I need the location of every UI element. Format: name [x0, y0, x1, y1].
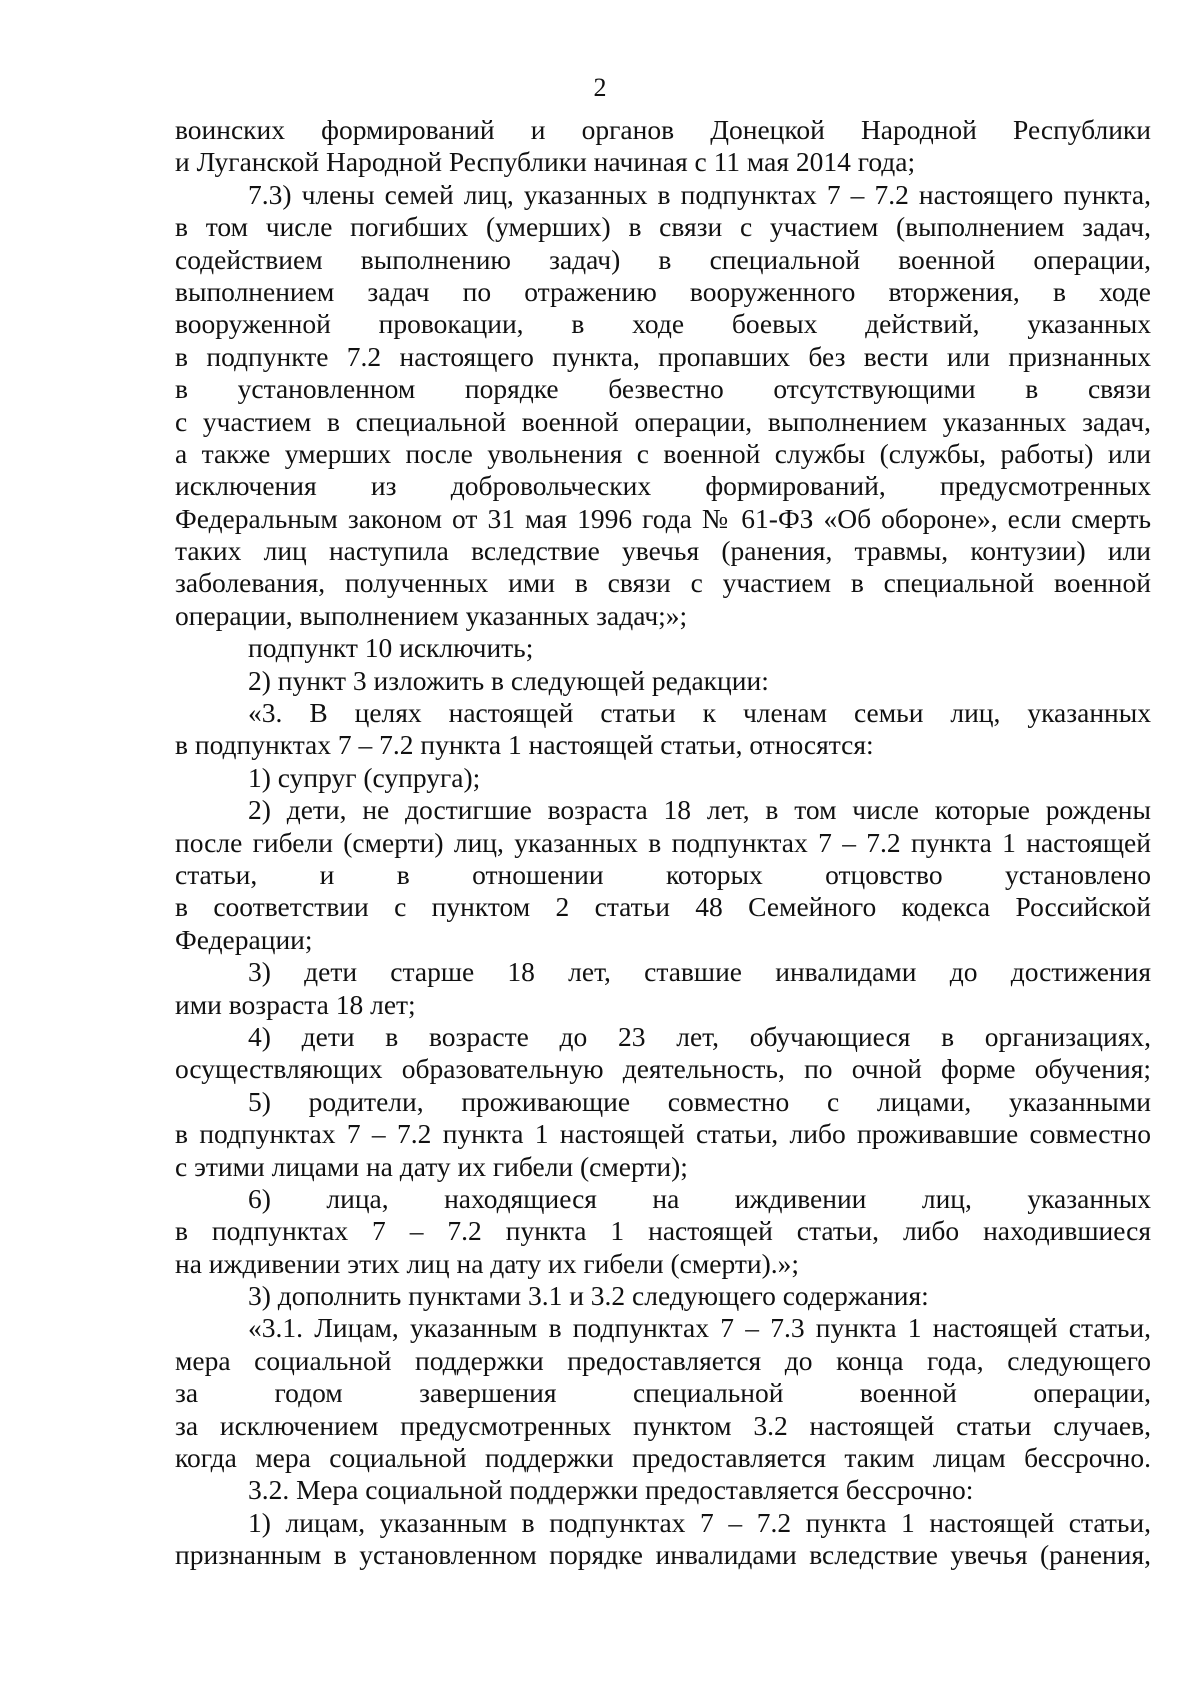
- text-line: «3.1. Лицам, указанным в подпунктах 7 – 7.3 пункта 1 настоящей статьи,: [248, 1312, 1151, 1344]
- text-line: 2) дети, не достигшие возраста 18 лет, в том числе которые рождены: [248, 794, 1151, 826]
- text-line: в подпунктах 7 – 7.2 пункта 1 настоящей статьи, либо проживавшие совместно: [175, 1118, 1151, 1150]
- text-line: Федерации;: [175, 923, 313, 955]
- text-line: а также умерших после увольнения с военной службы (службы, работы) или: [175, 437, 1151, 469]
- text-line: содействием выполнению задач) в специальной военной операции,: [175, 243, 1151, 275]
- text-line: за годом завершения специальной военной операции,: [175, 1377, 1151, 1409]
- text-line: 3) дети старше 18 лет, ставшие инвалидами до достижения: [248, 956, 1151, 988]
- text-line: 1) супруг (супруга);: [248, 761, 481, 793]
- text-line: в подпунктах 7 – 7.2 пункта 1 настоящей статьи, либо находившиеся: [175, 1215, 1151, 1247]
- text-line: 1) лицам, указанным в подпунктах 7 – 7.2 пункта 1 настоящей статьи,: [248, 1506, 1151, 1538]
- text-line: таких лиц наступила вследствие увечья (ранения, травмы, контузии) или: [175, 535, 1151, 567]
- text-line: воинских формирований и органов Донецкой Народной Республики: [175, 114, 1151, 145]
- page-number: 2: [593, 73, 607, 102]
- text-line: выполнением задач по отражению вооруженного вторжения, в ходе: [175, 275, 1151, 307]
- text-line: мера социальной поддержки предоставляется до конца года, следующего: [175, 1344, 1151, 1376]
- text-line: 3.2. Мера социальной поддержки предоставляется бессрочно:: [248, 1474, 974, 1506]
- text-line: Федеральным законом от 31 мая 1996 года № 61-ФЗ «Об обороне», если смерть: [175, 502, 1151, 534]
- text-line: заболевания, полученных ими в связи с участием в специальной военной: [175, 567, 1151, 599]
- text-line: 3) дополнить пунктами 3.1 и 3.2 следующего содержания:: [248, 1280, 929, 1312]
- text-line: исключения из добровольческих формирований, предусмотренных: [175, 470, 1151, 502]
- text-line: «3. В целях настоящей статьи к членам семьи лиц, указанных: [248, 697, 1151, 729]
- text-line: осуществляющих образовательную деятельность, по очной форме обучения;: [175, 1053, 1151, 1085]
- text-line: 6) лица, находящиеся на иждивении лиц, указанных: [248, 1182, 1151, 1214]
- text-line: и Луганской Народной Республики начиная с 11 мая 2014 года;: [175, 146, 916, 178]
- text-line: операции, выполнением указанных задач;»;: [175, 599, 688, 631]
- text-line: статьи, и в отношении которых отцовство установлено: [175, 858, 1151, 890]
- text-line: подпункт 10 исключить;: [248, 632, 534, 664]
- text-line: в том числе погибших (умерших) в связи с участием (выполнением задач,: [175, 211, 1151, 243]
- text-line: в подпунктах 7 – 7.2 пункта 1 настоящей статьи, относятся:: [175, 729, 874, 761]
- text-line: когда мера социальной поддержки предоставляется таким лицам бессрочно.: [175, 1442, 1151, 1474]
- text-line: ими возраста 18 лет;: [175, 988, 416, 1020]
- text-line: с этими лицами на дату их гибели (смерти);: [175, 1150, 688, 1182]
- text-line: вооруженной провокации, в ходе боевых действий, указанных: [175, 308, 1151, 340]
- text-line: признанным в установленном порядке инвалидами вследствие увечья (ранения,: [175, 1539, 1151, 1571]
- text-line: в соответствии с пунктом 2 статьи 48 Семейного кодекса Российской: [175, 891, 1151, 923]
- text-line: после гибели (смерти) лиц, указанных в подпунктах 7 – 7.2 пункта 1 настоящей: [175, 826, 1151, 858]
- text-line: 2) пункт 3 изложить в следующей редакции:: [248, 664, 769, 696]
- text-line: в установленном порядке безвестно отсутствующими в связи: [175, 373, 1151, 405]
- text-line: 4) дети в возрасте до 23 лет, обучающиеся в организациях,: [248, 1020, 1151, 1052]
- text-line: 7.3) члены семей лиц, указанных в подпунктах 7 – 7.2 настоящего пункта,: [248, 178, 1151, 210]
- text-line: с участием в специальной военной операции, выполнением указанных задач,: [175, 405, 1151, 437]
- text-line: за исключением предусмотренных пунктом 3.2 настоящей статьи случаев,: [175, 1409, 1151, 1441]
- document-body: [175, 114, 1151, 1572]
- text-line: 5) родители, проживающие совместно с лицами, указанными: [248, 1085, 1151, 1117]
- text-line: на иждивении этих лиц на дату их гибели (смерти).»;: [175, 1247, 800, 1279]
- text-line: в подпункте 7.2 настоящего пункта, пропавших без вести или признанных: [175, 340, 1151, 372]
